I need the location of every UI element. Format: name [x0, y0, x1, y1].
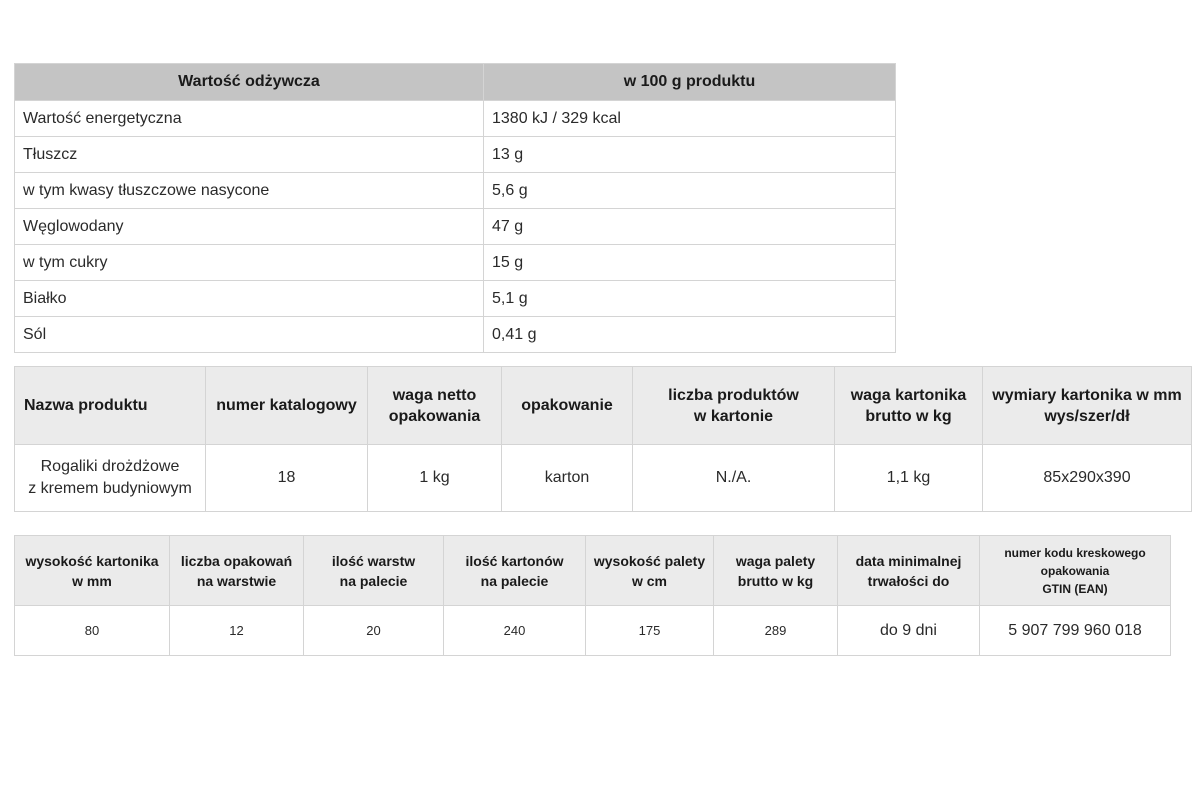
nutrition-header-value: w 100 g produktu — [484, 64, 896, 101]
header-barcode-number — [980, 536, 1171, 606]
packs-per-layer-cell: 12 — [170, 606, 304, 656]
product-name-cell — [15, 445, 206, 512]
cell-line: z kremem budyniowym — [28, 480, 192, 497]
layers-per-pallet-cell: 20 — [304, 606, 444, 656]
header-products-per-carton — [633, 367, 835, 445]
catalog-number-cell: 18 — [206, 445, 368, 512]
product-table — [14, 366, 1192, 512]
nutrient-value: 47 g — [484, 209, 896, 245]
header-line: GTIN (EAN) — [1042, 581, 1108, 596]
header-line: brutto w kg — [865, 407, 952, 425]
nutrient-name: Węglowodany — [15, 209, 484, 245]
logistics-header-row — [15, 536, 1171, 606]
header-line: opakowania — [1040, 563, 1110, 578]
header-carton-gross-weight — [835, 367, 983, 445]
header-line: wysokość palety — [593, 552, 706, 569]
header-carton-dimensions — [983, 367, 1192, 445]
header-line: waga kartonika — [850, 386, 967, 404]
pallet-height-cell: 175 — [586, 606, 714, 656]
table-row — [15, 317, 896, 353]
header-line: na palecie — [480, 572, 549, 589]
packaging-cell: karton — [502, 445, 633, 512]
header-catalog-number — [206, 367, 368, 445]
header-line: waga palety — [735, 552, 816, 569]
nutrient-name: w tym kwasy tłuszczowe nasycone — [15, 173, 484, 209]
header-line: na warstwie — [196, 572, 277, 589]
net-weight-cell: 1 kg — [368, 445, 502, 512]
cartons-per-pallet-cell: 240 — [444, 606, 586, 656]
header-line: liczba produktów — [668, 386, 799, 404]
nutrient-value: 0,41 g — [484, 317, 896, 353]
nutrient-name: Wartość energetyczna — [15, 101, 484, 137]
table-row — [15, 137, 896, 173]
product-header-row — [15, 367, 1192, 445]
header-carton-height — [15, 536, 170, 606]
header-packs-per-layer — [170, 536, 304, 606]
table-row — [15, 245, 896, 281]
table-row — [15, 606, 1171, 656]
header-cartons-per-pallet — [444, 536, 586, 606]
logistics-table — [14, 535, 1171, 656]
header-line: w cm — [631, 572, 667, 589]
nutrient-value: 15 g — [484, 245, 896, 281]
header-layers-per-pallet — [304, 536, 444, 606]
header-best-before — [838, 536, 980, 606]
nutrient-name: Tłuszcz — [15, 137, 484, 173]
nutrient-value: 13 g — [484, 137, 896, 173]
header-line: opakowanie — [521, 397, 613, 414]
table-row — [15, 281, 896, 317]
nutrient-name: Białko — [15, 281, 484, 317]
carton-height-cell: 80 — [15, 606, 170, 656]
header-line: opakowania — [388, 407, 481, 425]
nutrient-value: 1380 kJ / 329 kcal — [484, 101, 896, 137]
nutrition-table — [14, 63, 896, 353]
header-line: wymiary kartonika w mm — [992, 386, 1182, 404]
carton-gross-weight-cell: 1,1 kg — [835, 445, 983, 512]
header-line: Nazwa produktu — [24, 397, 148, 414]
nutrient-name: w tym cukry — [15, 245, 484, 281]
header-line: wysokość kartonika — [25, 552, 159, 569]
carton-dimensions-cell: 85x290x390 — [983, 445, 1192, 512]
nutrient-value: 5,1 g — [484, 281, 896, 317]
header-line: w mm — [72, 572, 112, 589]
header-line: ilość warstw — [331, 552, 416, 569]
pallet-gross-weight-cell: 289 — [714, 606, 838, 656]
table-row — [15, 209, 896, 245]
header-pallet-height — [586, 536, 714, 606]
table-row — [15, 101, 896, 137]
header-line: numer katalogowy — [216, 397, 357, 414]
header-line: data minimalnej — [855, 552, 962, 569]
header-line: w kartonie — [693, 407, 774, 425]
header-line: na palecie — [339, 572, 408, 589]
nutrition-header-name: Wartość odżywcza — [15, 64, 484, 101]
nutrition-header-row — [15, 64, 896, 101]
header-line: wys/szer/dł — [1044, 407, 1130, 425]
best-before-cell: do 9 dni — [838, 606, 980, 656]
cell-line: Rogaliki drożdżowe — [40, 458, 180, 475]
header-pallet-gross-weight — [714, 536, 838, 606]
header-product-name — [15, 367, 206, 445]
header-line: liczba opakowań — [180, 552, 293, 569]
header-line: numer kodu kreskowego — [1004, 545, 1146, 560]
table-row — [15, 445, 1192, 512]
header-line: waga netto — [392, 386, 477, 404]
header-packaging — [502, 367, 633, 445]
header-net-weight — [368, 367, 502, 445]
header-line: brutto w kg — [737, 572, 814, 589]
nutrient-value: 5,6 g — [484, 173, 896, 209]
header-line: trwałości do — [867, 572, 950, 589]
products-per-carton-cell: N./A. — [633, 445, 835, 512]
header-line: ilość kartonów — [465, 552, 564, 569]
table-row — [15, 173, 896, 209]
nutrient-name: Sól — [15, 317, 484, 353]
barcode-number-cell: 5 907 799 960 018 — [980, 606, 1171, 656]
